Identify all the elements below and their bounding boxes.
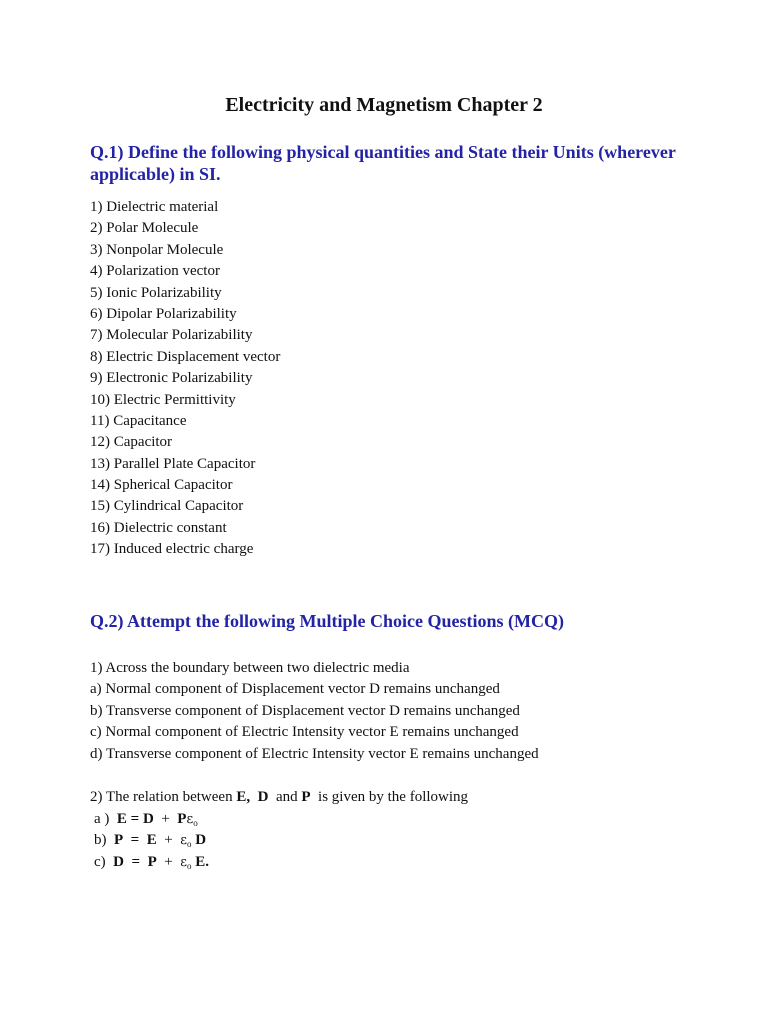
q1-term-list <box>90 197 280 561</box>
symbol-d: D <box>257 789 269 805</box>
list-item: 2) Polar Molecule <box>90 220 199 237</box>
list-item: 17) Induced electric charge <box>90 541 254 558</box>
epsilon-subscript: o <box>186 839 192 849</box>
document-title: Electricity and Magnetism Chapter 2 <box>225 94 543 116</box>
epsilon-symbol: ε <box>180 833 187 848</box>
plus-sign: + <box>161 810 170 827</box>
equation-term: E. <box>195 853 209 870</box>
list-item: 10) Electric Permittivity <box>90 391 236 408</box>
option-label: c) <box>94 853 106 870</box>
list-item: 14) Spherical Capacitor <box>90 477 233 494</box>
equation-term: P <box>147 853 157 870</box>
symbol-e: E, <box>236 789 251 805</box>
equals-sign: = <box>130 832 140 848</box>
list-item: 13) Parallel Plate Capacitor <box>90 455 256 472</box>
list-item: 3) Nonpolar Molecule <box>90 241 224 258</box>
mcq2-option-a <box>90 809 468 831</box>
equation-term: P <box>177 810 187 827</box>
epsilon-subscript: o <box>186 860 192 871</box>
list-item: 1) Dielectric material <box>90 199 219 215</box>
option-label: a ) <box>94 810 110 827</box>
epsilon-symbol: ε <box>180 854 187 870</box>
symbol-p: P <box>301 789 311 805</box>
mcq2-question <box>90 787 468 809</box>
mcq2-question-suffix: is given by the following <box>318 789 469 805</box>
mcq2-option-b <box>90 830 468 852</box>
mcq2-question-prefix: 2) The relation between <box>90 789 237 805</box>
list-item: 5) Ionic Polarizability <box>90 284 222 301</box>
equals-sign: = <box>131 853 141 870</box>
equation-term: D <box>195 832 207 848</box>
list-item: 9) Electronic Polarizability <box>90 370 253 387</box>
list-item: 6) Dipolar Polarizability <box>90 305 237 322</box>
mcq1-option-a: a) Normal component of Displacement vector D remains unchanged <box>90 681 500 698</box>
mcq1-question: 1) Across the boundary between two dielectric media <box>90 660 410 676</box>
equation-lhs: D <box>113 853 124 870</box>
plus-sign: + <box>164 832 173 848</box>
equation-lhs: E <box>116 810 127 827</box>
and-text: and <box>275 789 298 805</box>
list-item: 4) Polarization vector <box>90 263 220 280</box>
mcq1-block <box>90 658 539 765</box>
equation-lhs: P <box>114 832 124 848</box>
list-item: 15) Cylindrical Capacitor <box>90 498 244 515</box>
list-item: 16) Dielectric constant <box>90 519 227 536</box>
list-item: 11) Capacitance <box>90 412 187 429</box>
option-label: b) <box>94 832 107 848</box>
list-item: 12) Capacitor <box>90 434 173 451</box>
epsilon-subscript: o <box>193 817 198 828</box>
list-item: 8) Electric Displacement vector <box>90 348 281 365</box>
mcq1-option-d: d) Transverse component of Electric Intensity vector E remains unchanged <box>90 745 539 762</box>
equation-term: E <box>146 832 157 848</box>
mcq1-option-b: b) Transverse component of Displacement vector D remains unchanged <box>90 702 520 719</box>
plus-sign: + <box>164 853 173 870</box>
equation-term: D <box>142 810 154 827</box>
mcq1-option-c: c) Normal component of Electric Intensity vector E remains unchanged <box>90 724 519 741</box>
q1-heading: Q.1) Define the following physical quantities and State their Units (wherever applicable) in SI. <box>90 142 676 184</box>
equals-sign: = <box>130 810 140 827</box>
q2-heading: Q.2) Attempt the following Multiple Choice Questions (MCQ) <box>90 611 564 631</box>
epsilon-symbol: ε <box>186 811 194 827</box>
mcq2-block <box>90 787 468 873</box>
list-item: 7) Molecular Polarizability <box>90 327 253 344</box>
mcq2-option-c <box>90 852 468 874</box>
